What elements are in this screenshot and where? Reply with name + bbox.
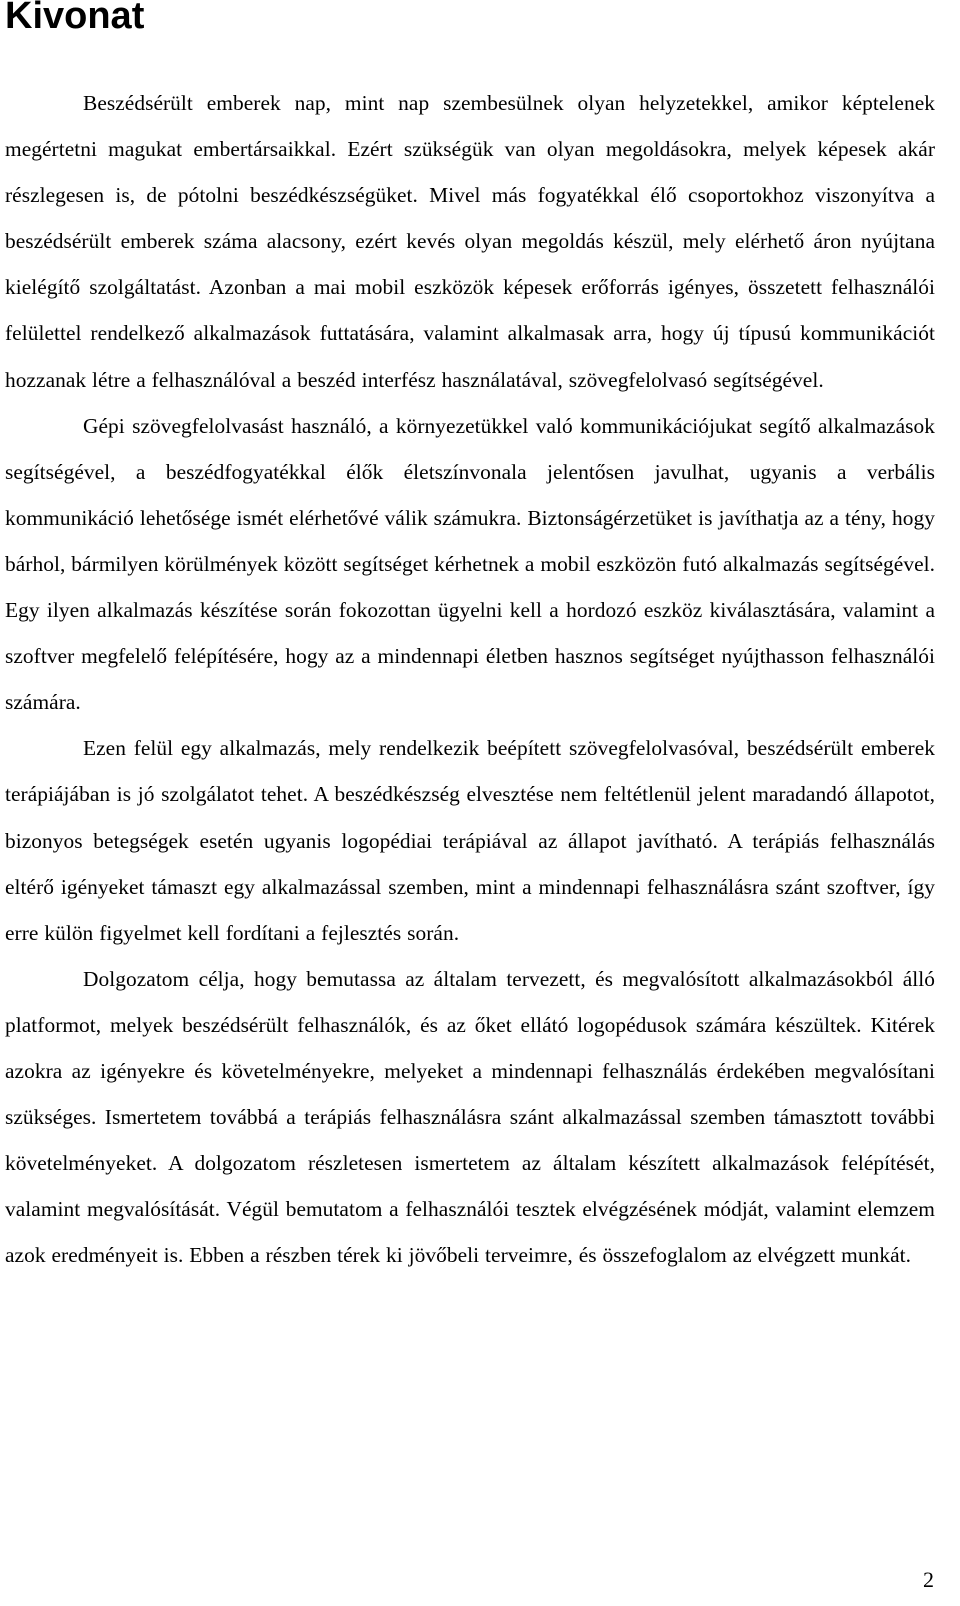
abstract-body [5, 80, 935, 1278]
paragraph-3: Ezen felül egy alkalmazás, mely rendelkezik beépített szövegfelolvasóval, beszédsérült emberek terápiájában is jó szolgálatot tehet. A beszédkészség elvesztése nem feltétlenül jelent maradandó állapotot, bizonyos betegségek esetén ugyanis logopédiai terápiával az állapot javítható. A terápiás felhasználás eltérő igényeket támaszt egy alkalmazással szemben, mint a mindennapi felhasználásra szánt szoftver, így erre külön figyelmet kell fordítani a fejlesztés során. [5, 736, 935, 945]
paragraph-2: Gépi szövegfelolvasást használó, a környezetükkel való kommunikációjukat segítő alkalmazások segítségével, a beszédfogyatékkal élők életszínvonala jelentősen javulhat, ugyanis a verbális kommunikáció lehetősége ismét elérhetővé válik számukra. Biztonságérzetüket is javíthatja az a tény, hogy bárhol, bármilyen körülmények között segítséget kérhetnek a mobil eszközön futó alkalmazás segítségével. Egy ilyen alkalmazás készítése során fokozottan ügyelni kell a hordozó eszköz kiválasztására, valamint a szoftver megfelelő felépítésére, hogy az a mindennapi életben hasznos segítséget nyújthasson felhasználói számára. [5, 413, 935, 715]
page-title: Kivonat [5, 0, 145, 37]
document-page [5, 0, 935, 1268]
paragraph-1: Beszédsérült emberek nap, mint nap szembesülnek olyan helyzetekkel, amikor képtelenek megértetni magukat embertársaikkal. Ezért szükségük van olyan megoldásokra, melyek képesek akár részlegesen is, de pótolni beszédkészségüket. Mivel más fogyatékkal élő csoportokhoz viszonyítva a beszédsérült emberek száma alacsony, ezért kevés olyan megoldás készül, mely elérhető áron nyújtana kielégítő szolgáltatást. Azonban a mai mobil eszközök képesek erőforrás igényes, összetett felhasználói felülettel rendelkező alkalmazások futtatására, valamint alkalmasak arra, hogy új típusú kommunikációt hozzanak létre a felhasználóval a beszéd interfész használatával, szövegfelolvasó segítségével. [5, 91, 935, 392]
page-number: 2 [923, 1567, 934, 1592]
paragraph-4: Dolgozatom célja, hogy bemutassa az általam tervezett, és megvalósított alkalmazásokból álló platformot, melyek beszédsérült felhasználók, és az őket ellátó logopédusok számára készültek. Kitérek azokra az igényekre és követelményekre, melyeket a mindennapi felhasználás érdekében megvalósítani szükséges. Ismertetem továbbá a terápiás felhasználásra szánt alkalmazással szemben támasztott további követelményeket. A dolgozatom részletesen ismertetem az általam készített alkalmazások felépítését, valamint megvalósítását. Végül bemutatom a felhasználói tesztek elvégzésének módját, valamint elemzem azok eredményeit is. Ebben a részben térek ki jövőbeli terveimre, és összefoglalom az elvégzett munkát. [5, 966, 935, 1268]
